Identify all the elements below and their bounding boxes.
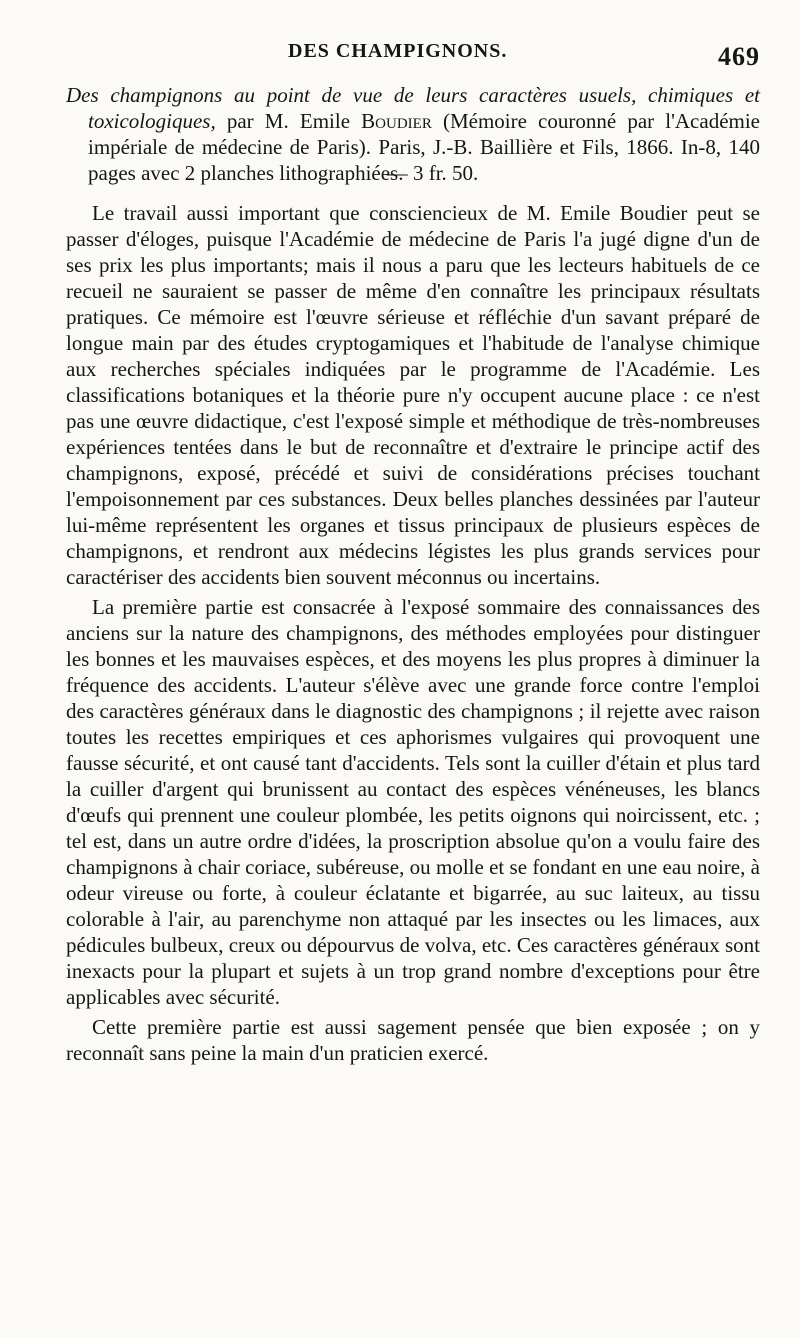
citation-price: — 3 fr. 50. (386, 161, 479, 185)
citation-details: (Mémoire couronné par l'Académie impériale de médecine de Paris). Paris, J.-B. Baillière et Fils, 1866. In-8, 140 pages avec 2 planches lithographiées. (88, 109, 761, 185)
citation-by: par M. Emile (215, 109, 362, 133)
bibliographic-citation (66, 82, 760, 186)
citation-author: Boudier (361, 109, 432, 133)
paragraph-review-intro: Le travail aussi important que consciencieux de M. Emile Boudier peut se passer d'éloges, puisque l'Académie de médecine de Paris l'a jugé digne d'un de ses prix les plus importants; mais il nous a paru que les lecteurs habituels de ce recueil ne sauraient se passer de même d'en connaître les principaux résultats pratiques. Ce mémoire est l'œuvre sérieuse et réfléchie d'un savant préparé de longue main par des études cryptogamiques et l'habitude de l'analyse chimique aux recherches spéciales indiquées par le programme de l'Académie. Les classifications botaniques et la théorie pure n'y occupent aucune place : ce n'est pas une œuvre didactique, c'est l'exposé simple et méthodique de très-nombreuses expériences tentées dans le but de reconnaître et d'extraire le principe actif des champignons, exposé, précédé et suivi de considérations précises touchant l'empoisonnement par ces substances. Deux belles planches dessinées par l'auteur lui-même représentent les organes et tissus principaux de plusieurs espèces de champignons, et rendront aux médecins légistes les plus grands services pour caractériser des accidents bien souvent méconnus ou incertains. (66, 201, 760, 589)
paragraph-conclusion: Cette première partie est aussi sagement pensée que bien exposée ; on y reconnaît sans peine la main d'un praticien exercé. (66, 1015, 760, 1065)
page-number: 469 (718, 42, 760, 71)
running-title: DES CHAMPIGNONS. (288, 40, 508, 62)
paragraph-first-part: La première partie est consacrée à l'exposé sommaire des connaissances des anciens sur la nature des champignons, des méthodes employées pour distinguer les bonnes et les mauvaises espèces, et des moyens les plus propres à diminuer la fréquence des accidents. L'auteur s'élève avec une grande force contre l'emploi des caractères généraux dans le diagnostic des champignons ; il rejette avec raison toutes les recettes empiriques et ces aphorismes vulgaires qui provoquent une fausse sécurité, et ont causé tant d'accidents. Tels sont la cuiller d'étain et plus tard la cuiller d'argent qui brunissent au contact des espèces vénéneuses, les blancs d'œufs qui prennent une couleur plombée, les petits oignons qui noircissent, etc. ; tel est, dans un autre ordre d'idées, la proscription absolue qu'on a voulu faire des champignons à chair coriace, subéreuse, ou molle et se fondant en une eau noire, à odeur vireuse ou forte, à couleur éclatante et bigarrée, au suc laiteux, au tissu colorable à l'air, au parenchyme non attaqué par les insectes ou les limaces, aux pédicules bulbeux, creux ou dépourvus de volva, etc. Ces caractères généraux sont inexacts pour la plupart et sujets à un trop grand nombre d'exceptions pour être applicables avec sécurité. (66, 595, 760, 1009)
citation-title: Des champignons au point de vue de leurs caractères usuels, chimiques et toxicologiques, (66, 83, 760, 133)
running-head (66, 32, 760, 72)
